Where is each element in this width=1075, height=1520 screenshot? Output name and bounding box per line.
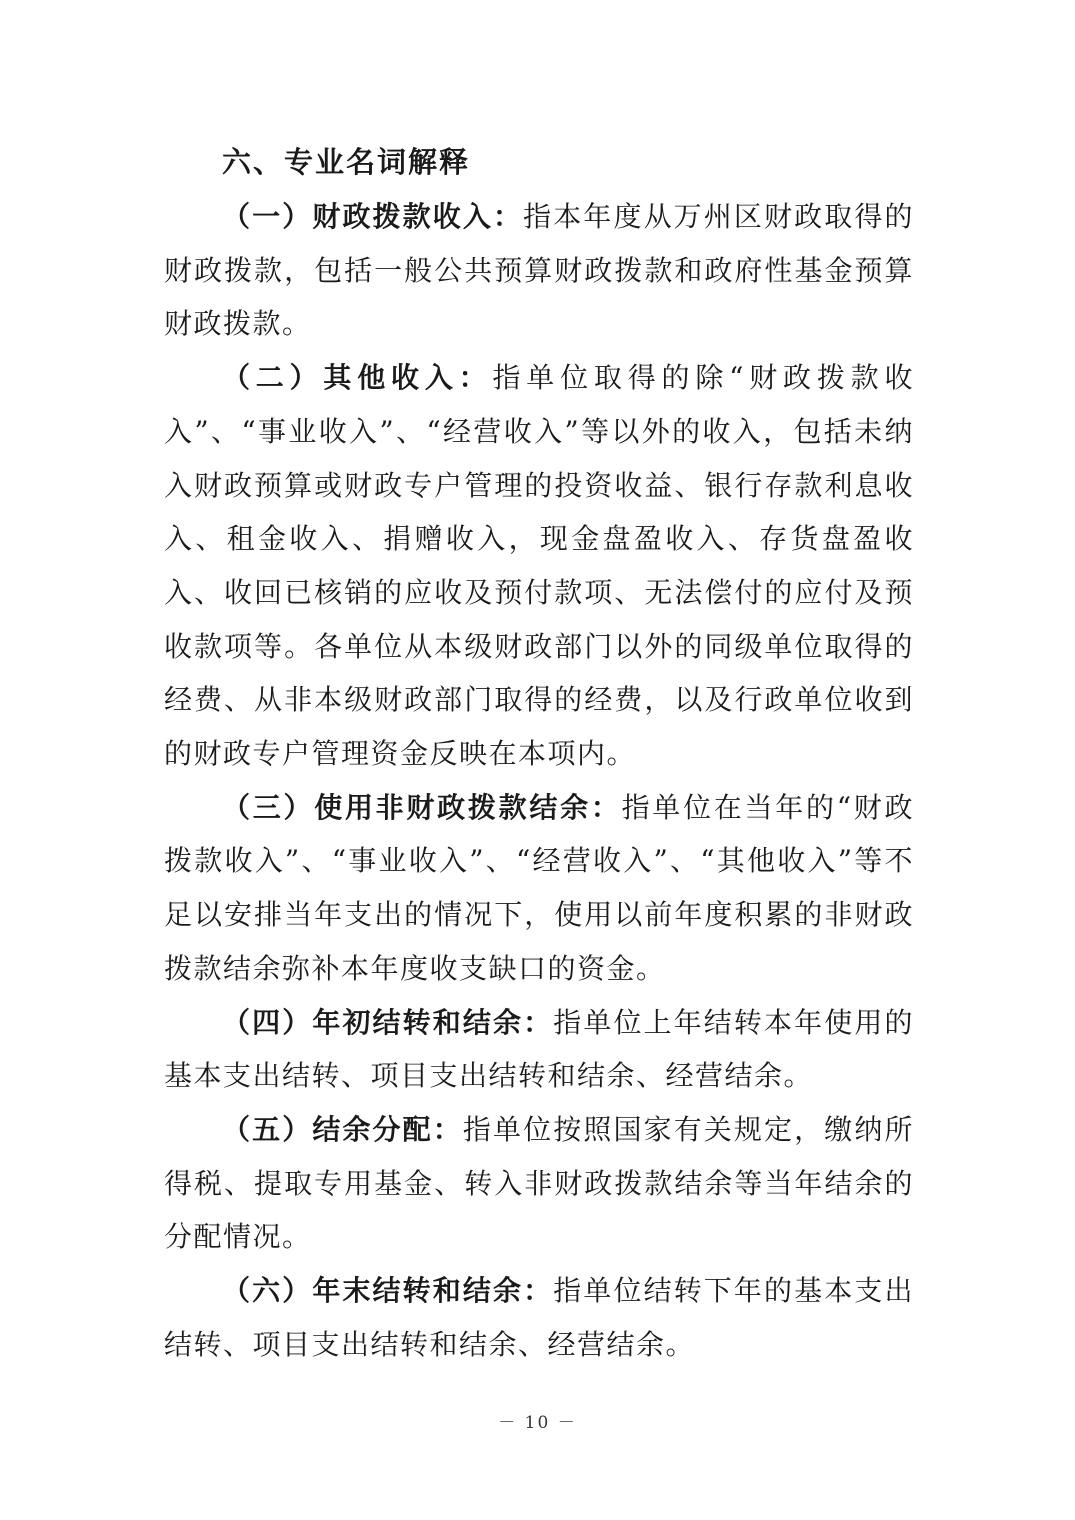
definition-text: 指单位结转下年的基本支出结转、项目支出结转和结余、经营结余。 — [164, 1274, 914, 1361]
definition-paragraph-4 — [164, 996, 914, 1103]
definition-paragraph-3 — [164, 781, 914, 996]
definition-term: （五）结余分配： — [222, 1112, 463, 1146]
definition-term: （二）其他收入： — [222, 361, 493, 395]
page-content — [164, 134, 914, 1371]
definition-paragraph-2 — [164, 351, 914, 781]
definition-text: 指单位上年结转本年使用的基本支出结转、项目支出结转和结余、经营结余。 — [164, 1005, 914, 1093]
definition-paragraph-6 — [164, 1264, 914, 1371]
page-number: － 10 － — [498, 1413, 577, 1433]
definition-text: 指本年度从万州区财政取得的财政拨款，包括一般公共预算财政拨款和政府性基金预算财政拨款。 — [164, 200, 914, 341]
definition-text: 指单位在当年的“财政拨款收入”、“事业收入”、“经营收入”、“其他收入”等不足以安排当年支出的情况下，使用以前年度积累的非财政拨款结余弥补本年度收支缺口的资金。 — [164, 790, 914, 985]
definition-term: （一）财政拨款收入： — [222, 200, 524, 233]
definition-text: 指单位取得的除“财政拨款收入”、“事业收入”、“经营收入”等以外的收入，包括未纳入财政预算或财政专户管理的投资收益、银行存款利息收入、租金收入、捐赠收入，现金盘盈收入、存货盘盈收入、收回已核销的应收及预付款项、无法偿付的应付及预收款项等。各单位从本级财政部门以外的同级单位取得的经费、从非本级财政部门取得的经费，以及行政单位收到的财政专户管理资金反映在本项内。 — [164, 361, 914, 771]
definition-term: （三）使用非财政拨款结余： — [222, 790, 622, 824]
definition-text: 指单位按照国家有关规定，缴纳所得税、提取专用基金、转入非财政拨款结余等当年结余的分配情况。 — [164, 1112, 914, 1254]
definition-paragraph-1 — [164, 190, 914, 351]
section-heading: 六、专业名词解释 — [222, 145, 471, 179]
definition-term: （四）年初结转和结余： — [222, 1005, 554, 1039]
definition-paragraph-5 — [164, 1103, 914, 1264]
definition-term: （六）年末结转和结余： — [222, 1274, 554, 1308]
